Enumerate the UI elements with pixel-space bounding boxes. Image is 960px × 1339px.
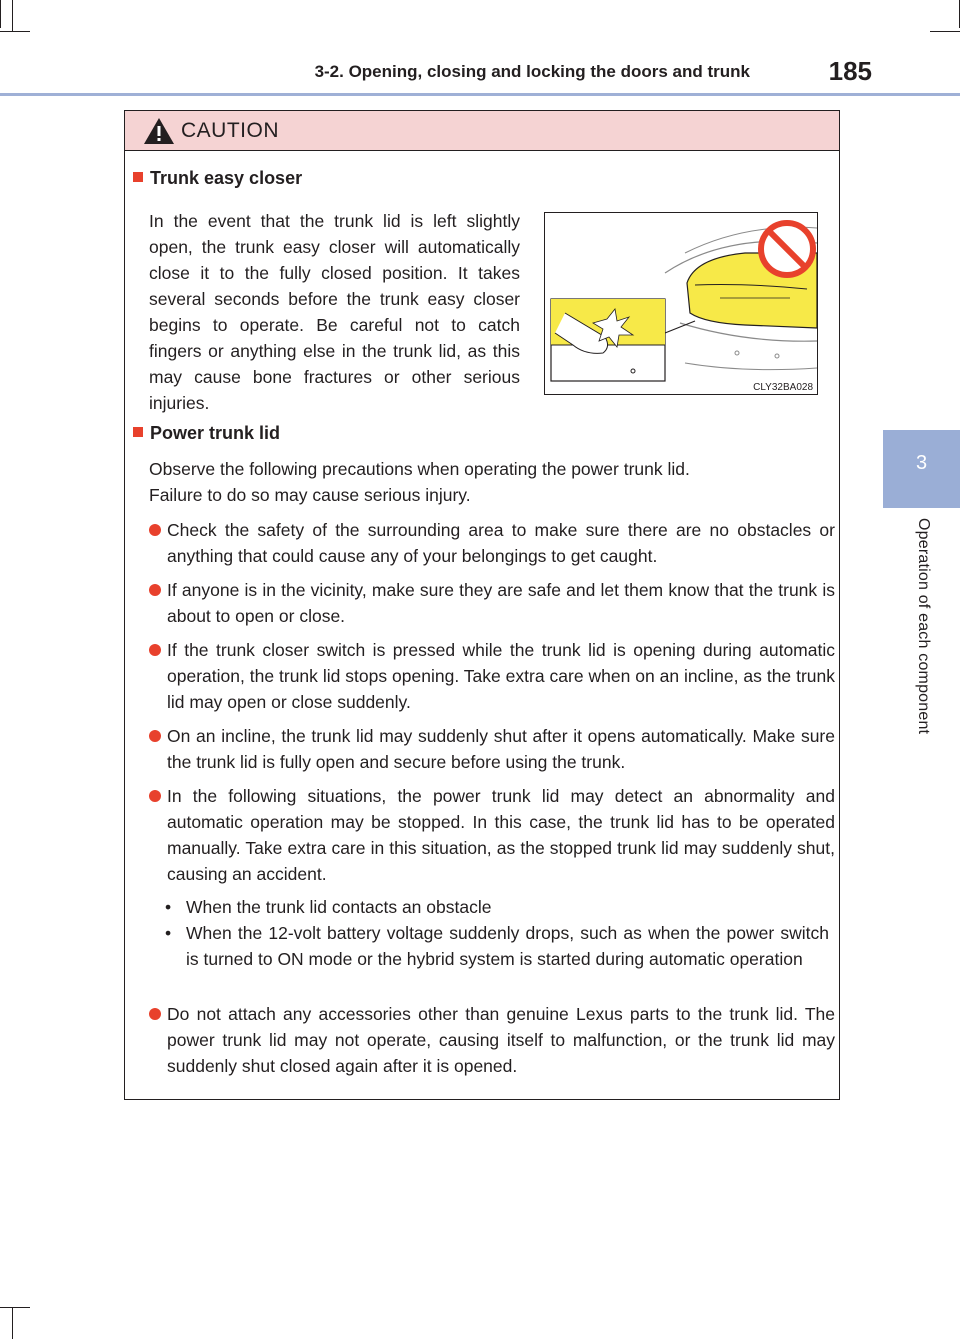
list-item: In the following situations, the power trunk lid may detect an abnormality and automatic operation may be stopped. In this case, the trunk lid has to be operated manually. Take extra care in this situation, as the stopped trunk lid may suddenly shut, causing an accident. — [147, 783, 835, 887]
chapter-tab[interactable] — [883, 430, 960, 508]
bullet-dot-icon — [149, 584, 161, 596]
caution-title: CAUTION — [181, 119, 279, 142]
crop-mark — [0, 1307, 30, 1308]
list-item: Check the safety of the surrounding area to make sure there are no obstacles or anything that could cause any of your belongings to get caught. — [147, 517, 835, 569]
page-number: 185 — [828, 56, 872, 86]
list-item: If the trunk closer switch is pressed while the trunk lid is opening during automatic operation, the trunk lid stops opening. Take extra care when on an incline, as the trunk lid may open or close suddenly. — [147, 637, 835, 715]
chapter-number: 3 — [915, 452, 928, 474]
crop-mark — [930, 31, 960, 32]
warning-triangle-icon — [143, 117, 175, 145]
caution-box — [124, 110, 840, 1100]
list-item: On an incline, the trunk lid may suddenly shut after it opens automatically. Make sure the trunk lid is fully open and secure before using the trunk. — [147, 723, 835, 775]
bullet-dot-icon — [149, 524, 161, 536]
car-trunk-illustration — [545, 213, 817, 394]
crop-mark — [0, 0, 1, 28]
sub-list-item: • When the 12-volt battery voltage suddenly drops, such as when the power switch is turned to ON mode or the hybrid system is started during automatic operation — [165, 923, 829, 969]
trunk-easy-closer-illustration — [544, 212, 818, 395]
crop-mark — [12, 1307, 13, 1339]
section-title: 3-2. Opening, closing and locking the doors and trunk — [314, 62, 750, 81]
crop-mark — [12, 0, 13, 32]
caution-header — [125, 111, 839, 151]
power-trunk-intro-2: Failure to do so may cause serious injury. — [149, 485, 471, 505]
crop-mark — [0, 31, 30, 32]
illustration-code: CLY32BA028 — [753, 382, 813, 393]
chapter-label: Operation of each component — [915, 518, 932, 735]
trunk-easy-closer-text: In the event that the trunk lid is left slightly open, the trunk easy closer will automatically close it to the fully closed position. It takes several seconds before the trunk easy closer begins to operate. Be careful not to catch fingers or anything else in the trunk lid, as this may cause bone fractures or other serious injuries. — [149, 211, 520, 413]
bullet-dot-icon — [149, 730, 161, 742]
bullet-dot-icon — [149, 790, 161, 802]
bullet-dot-icon — [149, 644, 161, 656]
sub-list-item: • When the trunk lid contacts an obstacle — [165, 897, 492, 917]
section-heading-trunk-easy-closer: Trunk easy closer — [133, 168, 302, 189]
list-item: If anyone is in the vicinity, make sure they are safe and let them know that the trunk is about to open or close. — [147, 577, 835, 629]
header-rule — [0, 93, 960, 96]
list-item: Do not attach any accessories other than genuine Lexus parts to the trunk lid. The power trunk lid may not operate, causing itself to malfunction, or the trunk lid may suddenly shut closed again after it is opened. — [147, 1001, 835, 1079]
square-bullet-icon — [133, 427, 143, 437]
section-heading-power-trunk-lid: Power trunk lid — [133, 423, 280, 444]
square-bullet-icon — [133, 172, 143, 182]
power-trunk-intro-1: Observe the following precautions when operating the power trunk lid. — [149, 459, 690, 479]
bullet-dot-icon — [149, 1008, 161, 1020]
